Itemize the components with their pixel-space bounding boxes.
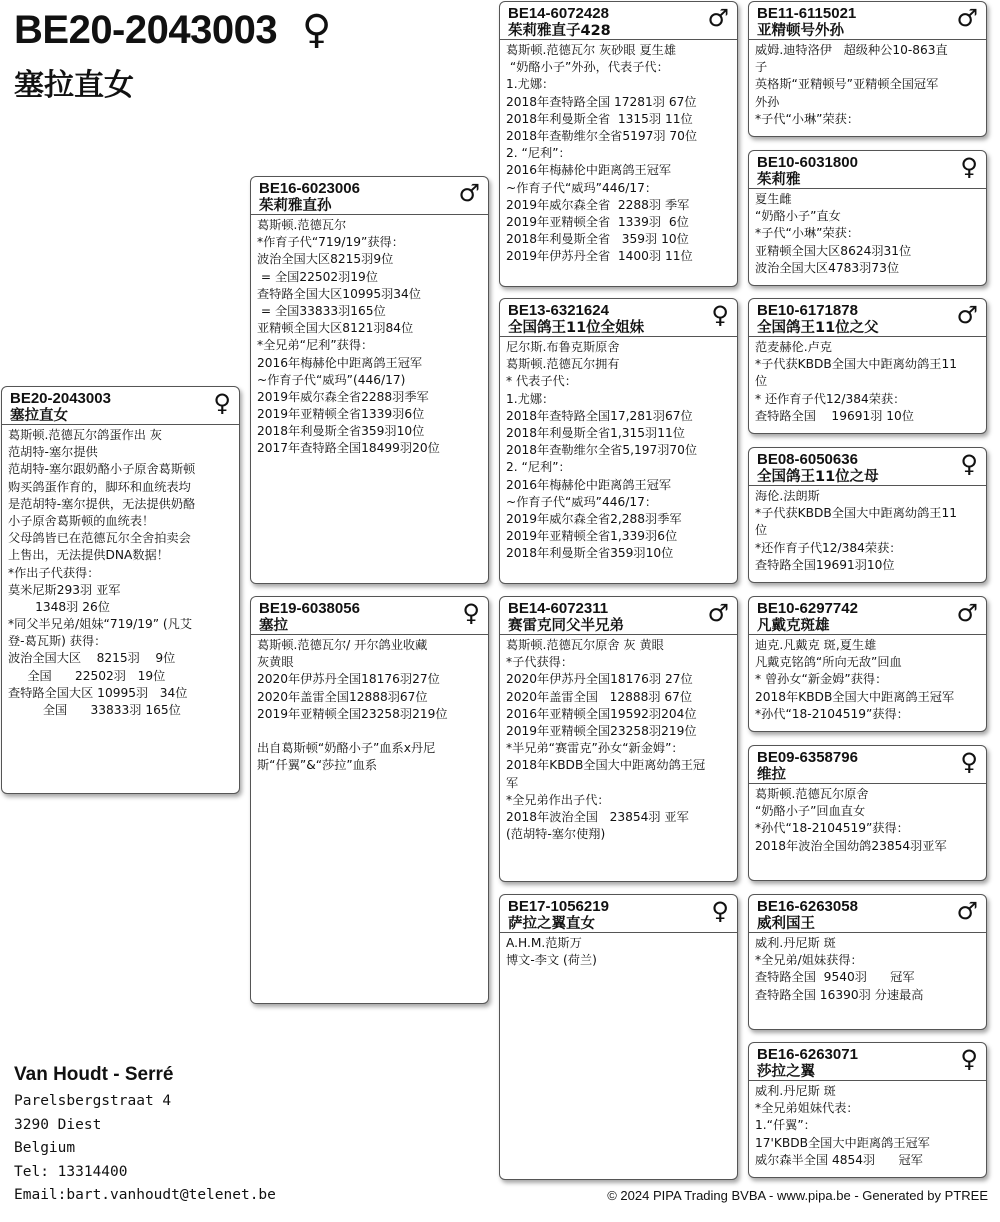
ring-number: BE16-6023006 (259, 180, 360, 197)
pigeon-name: 塞拉直女 (10, 408, 68, 424)
card-header (749, 151, 986, 189)
female-icon: ♀ (960, 450, 978, 478)
male-icon: ♂ (956, 897, 978, 925)
pigeon-name: 茱莉雅 (757, 172, 801, 188)
note-line: 波治全国大区 8215羽 9位 (8, 651, 176, 666)
female-icon: ♀ (462, 599, 480, 627)
note-line: 尼尔斯.布鲁克斯原舍 (506, 340, 620, 354)
note-line: 波治全国大区8215羽9位 (257, 252, 394, 267)
pedigree-card-ggp-3 (748, 298, 987, 434)
note-line: 2018年波治全国幼鸽23854羽亚军 (755, 838, 947, 853)
note-line: = 全国22502羽19位 (257, 269, 378, 284)
note-line: 斯“仟翼”&“莎拉”血系 (257, 758, 378, 773)
pigeon-name: 全国鸽王11位之父 (757, 320, 879, 336)
female-icon: ♀ (302, 7, 332, 53)
card-header (749, 448, 986, 486)
note-line: * 代表子代： (506, 374, 577, 389)
card-header (749, 2, 986, 40)
card-header (749, 895, 986, 933)
card-header (251, 597, 488, 635)
note-line: 购买鸽蛋作育的，脚环和血统表均 (8, 479, 191, 494)
ring-number: BE13-6321624 (508, 302, 609, 319)
card-notes (749, 189, 986, 279)
card-header (749, 746, 986, 784)
note-line: 2019年亚精顿全省 1339羽 6位 (506, 214, 689, 229)
note-line: 2018年查特路全国17,281羽67位 (506, 408, 693, 423)
note-line: 威姆.迪特洛伊 超级种公10-863直 (755, 43, 948, 57)
pedigree-card-dam-sire (499, 596, 738, 882)
note-line: (范胡特-塞尔使翔) (506, 827, 606, 842)
ring-number: BE10-6171878 (757, 302, 858, 319)
note-line: * 还作育子代12/384荣获： (755, 391, 906, 406)
ring-number: BE20-2043003 (10, 390, 111, 407)
card-notes (749, 1081, 986, 1171)
note-line: 2016年亚精顿全国19592羽204位 (506, 706, 697, 721)
note-line: *还作育子代12/384荣获： (755, 540, 902, 555)
note-line: 子 (755, 60, 768, 75)
note-line: 2019年亚精顿全国23258羽219位 (506, 723, 697, 738)
female-icon: ♀ (711, 897, 729, 925)
note-line: 2018年利曼斯全省 1315羽 11位 (506, 111, 693, 126)
note-line: 英格斯“亚精顿号”亚精顿全国冠军 (755, 77, 939, 92)
note-line: 凡戴克铭鸽“所向无敌”回血 (755, 655, 902, 670)
note-line: 查特路全国 16390羽 分速最高 (755, 987, 924, 1002)
note-line: 2016年梅赫伦中距离鸽王冠军 (506, 163, 672, 178)
note-line: 全国 22502羽 19位 (8, 668, 166, 683)
note-line: 威尔森半全国 4854羽 冠军 (755, 1152, 923, 1167)
note-line: 父母鸽皆已在范德瓦尔全舍拍卖会 (8, 531, 191, 546)
card-header (500, 597, 737, 635)
note-line: 查特路全国大区 10995羽 34位 (8, 685, 188, 700)
note-line: 查特路全国19691羽10位 (755, 557, 895, 572)
pedigree-card-dam (250, 596, 489, 1004)
male-icon: ♂ (956, 4, 978, 32)
note-line: *子代“小琳”荣获： (755, 226, 860, 241)
ring-number: BE17-1056219 (508, 898, 609, 915)
card-notes (500, 635, 737, 845)
note-line: 威利.丹尼斯 斑 (755, 936, 836, 950)
male-icon: ♂ (707, 4, 729, 32)
note-line: 2018年利曼斯全省359羽10位 (257, 424, 425, 439)
pedigree-card-ggp-4 (748, 447, 987, 583)
card-header (749, 299, 986, 337)
note-line: 2020年盖雷全国12888羽67位 (257, 689, 428, 704)
male-icon: ♂ (707, 599, 729, 627)
note-line: 范胡特-塞尔跟奶酪小子原舍葛斯顿 (8, 462, 196, 477)
pedigree-card-ggp-5 (748, 596, 987, 732)
ring-number: BE11-6115021 (757, 5, 857, 22)
note-line: 2019年威尔森全省2,288羽季军 (506, 511, 682, 526)
note-line: 葛斯顿.范德瓦尔 灰砂眼 夏生雄 (506, 43, 677, 57)
note-line: *子代获KBDB全国大中距离幼鸽王11 (755, 506, 957, 521)
note-line: 葛斯顿.范德瓦尔鸽蛋作出 灰 (8, 428, 162, 442)
note-line: 2020年伊苏丹全国18176羽 27位 (506, 672, 693, 687)
pigeon-name: 威利国王 (757, 916, 815, 932)
note-line: 外孙 (755, 94, 780, 109)
ring-number: BE09-6358796 (757, 749, 858, 766)
note-line: 葛斯顿.范德瓦尔 (257, 218, 347, 232)
pigeon-name: 茱莉雅直孙 (259, 198, 332, 214)
card-notes (2, 425, 239, 721)
card-notes (749, 486, 986, 576)
note-line: *半兄弟“赛雷克”孙女“新金姆”： (506, 741, 684, 756)
note-line: 葛斯顿.范德瓦尔原舍 灰 黄眼 (506, 638, 664, 652)
note-line: 亚精顿全国大区8121羽84位 (257, 321, 414, 336)
card-notes (251, 215, 488, 460)
note-line: “奶酪小子”回血直女 (755, 804, 866, 819)
ring-number: BE16-6263058 (757, 898, 858, 915)
note-line: *孙代“18-2104519”获得： (755, 821, 909, 836)
note-line: 范胡特-塞尔提供 (8, 445, 98, 460)
note-line: 灰黄眼 (257, 655, 294, 670)
pigeon-name: 茱莉雅直子428 (508, 23, 611, 39)
note-line: 1.尤娜： (506, 391, 555, 406)
pedigree-card-ggp-2 (748, 150, 987, 286)
note-line: 2016年梅赫伦中距离鸽王冠军 (506, 477, 672, 492)
note-line: *子代获得： (506, 655, 574, 670)
pigeon-ring-number: BE20-2043003 (14, 8, 278, 52)
pedigree-card-subject (1, 386, 240, 794)
breeder-contact (14, 1064, 276, 1208)
note-line: 2019年亚精顿全国23258羽219位 (257, 706, 448, 721)
note-line: 莫米尼斯293羽 亚军 (8, 582, 121, 597)
note-line: 威利.丹尼斯 斑 (755, 1084, 836, 1098)
card-notes (749, 784, 986, 857)
pigeon-name: 赛雷克同父半兄弟 (508, 618, 624, 634)
note-line: ~作育子代“威玛”446/17： (506, 494, 658, 509)
note-line: 2. “尼利”： (506, 146, 571, 161)
note-line: *作出子代获得： (8, 565, 100, 580)
note-line: *作育子代“719/19”获得： (257, 235, 404, 250)
card-header (2, 387, 239, 425)
note-line: 小子原舍葛斯顿的血统表！ (8, 513, 155, 528)
note-line: A.H.M.范斯万 (506, 936, 582, 950)
female-icon: ♀ (711, 301, 729, 329)
card-notes (500, 337, 737, 564)
pigeon-name: 凡戴克斑雄 (757, 618, 830, 634)
phone: Tel: 13314400 (14, 1163, 128, 1180)
pedigree-card-sire (250, 176, 489, 584)
card-header (251, 177, 488, 215)
male-icon: ♂ (956, 301, 978, 329)
note-line: 出自葛斯顿“奶酪小子”血系x丹尼 (257, 741, 436, 756)
note-line: 2018年查勒维尔全省5197羽 70位 (506, 128, 698, 143)
pedigree-card-ggp-1 (748, 1, 987, 137)
card-header (500, 299, 737, 337)
note-line: 位 (755, 374, 768, 389)
note-line: *子代获KBDB全国大中距离幼鸽王11 (755, 357, 957, 372)
address-city: 3290 Diest (14, 1116, 102, 1133)
note-line: 迪克.凡戴克 斑,夏生雄 (755, 638, 877, 652)
note-line: 葛斯顿.范德瓦尔/ 开尔鸽业收藏 (257, 638, 428, 652)
note-line: 登-葛瓦斯) 获得： (8, 634, 107, 649)
pedigree-card-ggp-7 (748, 894, 987, 1030)
note-line: 1.“仟翼”： (755, 1118, 816, 1133)
pigeon-name: 维拉 (757, 767, 786, 783)
pedigree-card-ggp-6 (748, 745, 987, 881)
note-line: 2020年盖雷全国 12888羽 67位 (506, 689, 693, 704)
note-line: 2019年伊苏丹全省 1400羽 11位 (506, 249, 693, 264)
note-line: 1348羽 26位 (8, 599, 110, 614)
female-icon: ♀ (213, 389, 231, 417)
note-line: *孙代“18-2104519”获得： (755, 706, 909, 721)
copyright-notice: © 2024 PIPA Trading BVBA - www.pipa.be - Generated by PTREE (607, 1188, 988, 1203)
note-line: 2019年威尔森全省2288羽季军 (257, 389, 429, 404)
ring-number: BE14-6072311 (508, 600, 609, 617)
note-line: 2018年KBDB全国大中距离鸽王冠军 (755, 689, 955, 704)
pedigree-card-sire-dam (499, 298, 738, 584)
pigeon-name: 亚精顿号外孙 (757, 23, 844, 39)
card-notes (749, 933, 986, 1006)
female-icon: ♀ (960, 1045, 978, 1073)
ring-number: BE10-6031800 (757, 154, 858, 171)
note-line: 2017年查特路全国18499羽20位 (257, 441, 440, 456)
note-line: 2016年梅赫伦中距离鸽王冠军 (257, 355, 423, 370)
note-line: = 全国33833羽165位 (257, 303, 386, 318)
male-icon: ♂ (956, 599, 978, 627)
note-line: 2. “尼利”： (506, 460, 571, 475)
note-line: 位 (755, 523, 768, 538)
note-line: *全兄弟姐妹代表： (755, 1101, 859, 1116)
pigeon-name: 全国鸽王11位之母 (757, 469, 879, 485)
note-line: *全兄弟/姐妹获得： (755, 953, 863, 968)
note-line: 查特路全国 19691羽 10位 (755, 408, 914, 423)
note-line: * 曾孙女“新金姆”获得： (755, 672, 888, 687)
note-line: 2018年KBDB全国大中距离幼鸽王冠 (506, 758, 706, 773)
ring-number: BE10-6297742 (757, 600, 858, 617)
pigeon-name: 全国鸽王11位全姐妹 (508, 320, 645, 336)
card-notes (500, 40, 737, 267)
note-line: 1.尤娜： (506, 77, 555, 92)
card-notes (749, 40, 986, 130)
note-line: 海伦.法朗斯 (755, 489, 820, 503)
pigeon-name: 莎拉之翼 (757, 1064, 815, 1080)
pedigree-card-ggp-8 (748, 1042, 987, 1178)
note-line: 是范胡特-塞尔提供，无法提供奶酪 (8, 496, 196, 511)
note-line: 范麦赫伦.卢克 (755, 340, 832, 354)
pedigree-card-sire-sire (499, 1, 738, 287)
card-header (500, 895, 737, 933)
note-line: 2018年查特路全国 17281羽 67位 (506, 94, 697, 109)
note-line: 葛斯顿.范德瓦尔原舍 (755, 787, 869, 801)
note-line: *子代“小琳”荣获： (755, 111, 860, 126)
note-line: 军 (506, 775, 519, 790)
note-line: 查特路全国大区10995羽34位 (257, 286, 421, 301)
note-line: 2018年利曼斯全省1,315羽11位 (506, 425, 685, 440)
pedigree-card-dam-dam (499, 894, 738, 1180)
note-line: “奶酪小子”直女 (755, 209, 841, 224)
email[interactable]: Email:bart.vanhoudt@telenet.be (14, 1187, 276, 1203)
note-line: 波治全国大区4783羽73位 (755, 260, 900, 275)
note-line: 2019年亚精顿全省1339羽6位 (257, 407, 425, 422)
note-line: “奶酪小子”外孙，代表子代： (506, 60, 669, 75)
address-country: Belgium (14, 1140, 76, 1156)
note-line: *同父半兄弟/姐妹“719/19” (凡艾 (8, 617, 193, 632)
note-line: 2019年威尔森全省 2288羽 季军 (506, 197, 690, 212)
male-icon: ♂ (458, 179, 480, 207)
note-line: 葛斯顿.范德瓦尔拥有 (506, 357, 620, 372)
card-header (500, 2, 737, 40)
note-line: 全国 33833羽 165位 (8, 703, 181, 717)
breeder-name: Van Houdt - Serré (14, 1064, 174, 1085)
note-line: 2018年查勒维尔全省5,197羽70位 (506, 443, 698, 458)
note-line: ~作育子代“威玛”(446/17) (257, 372, 406, 387)
card-notes (500, 933, 737, 971)
ring-number: BE19-6038056 (259, 600, 360, 617)
note-line: 2018年利曼斯全省 359羽 10位 (506, 232, 689, 247)
card-header (749, 1043, 986, 1081)
ring-number: BE16-6263071 (757, 1046, 858, 1063)
card-notes (749, 337, 986, 427)
card-header (749, 597, 986, 635)
note-line: 2018年波治全国 23854羽 亚军 (506, 809, 689, 824)
card-notes (749, 635, 986, 725)
card-notes (251, 635, 488, 777)
female-icon: ♀ (960, 153, 978, 181)
ring-number: BE14-6072428 (508, 5, 609, 22)
female-icon: ♀ (960, 748, 978, 776)
pigeon-name: 塞拉 (259, 618, 288, 634)
note-line: *全兄弟“尼利”获得： (257, 338, 374, 353)
note-line: 2020年伊苏丹全国18176羽27位 (257, 672, 440, 687)
note-line: 上售出，无法提供DNA数据！ (8, 548, 169, 563)
ring-number: BE08-6050636 (757, 451, 858, 468)
note-line: 2018年利曼斯全省359羽10位 (506, 546, 674, 561)
note-line: 查特路全国 9540羽 冠军 (755, 970, 915, 985)
note-line: 亚精顿全国大区8624羽31位 (755, 243, 912, 258)
note-line: 夏生雌 (755, 192, 792, 206)
pigeon-name: 萨拉之翼直女 (508, 916, 595, 932)
address-street: Parelsbergstraat 4 (14, 1093, 172, 1109)
note-line: *全兄弟作出子代： (506, 792, 610, 807)
note-line (257, 723, 482, 740)
note-line: 2019年亚精顿全省1,339羽6位 (506, 529, 678, 544)
note-line: 博文-李文 (荷兰) (506, 953, 597, 968)
pigeon-name: 塞拉直女 (14, 68, 134, 103)
note-line: ~作育子代“威玛”446/17： (506, 180, 658, 195)
note-line: 17'KBDB全国大中距离鸽王冠军 (755, 1135, 930, 1150)
